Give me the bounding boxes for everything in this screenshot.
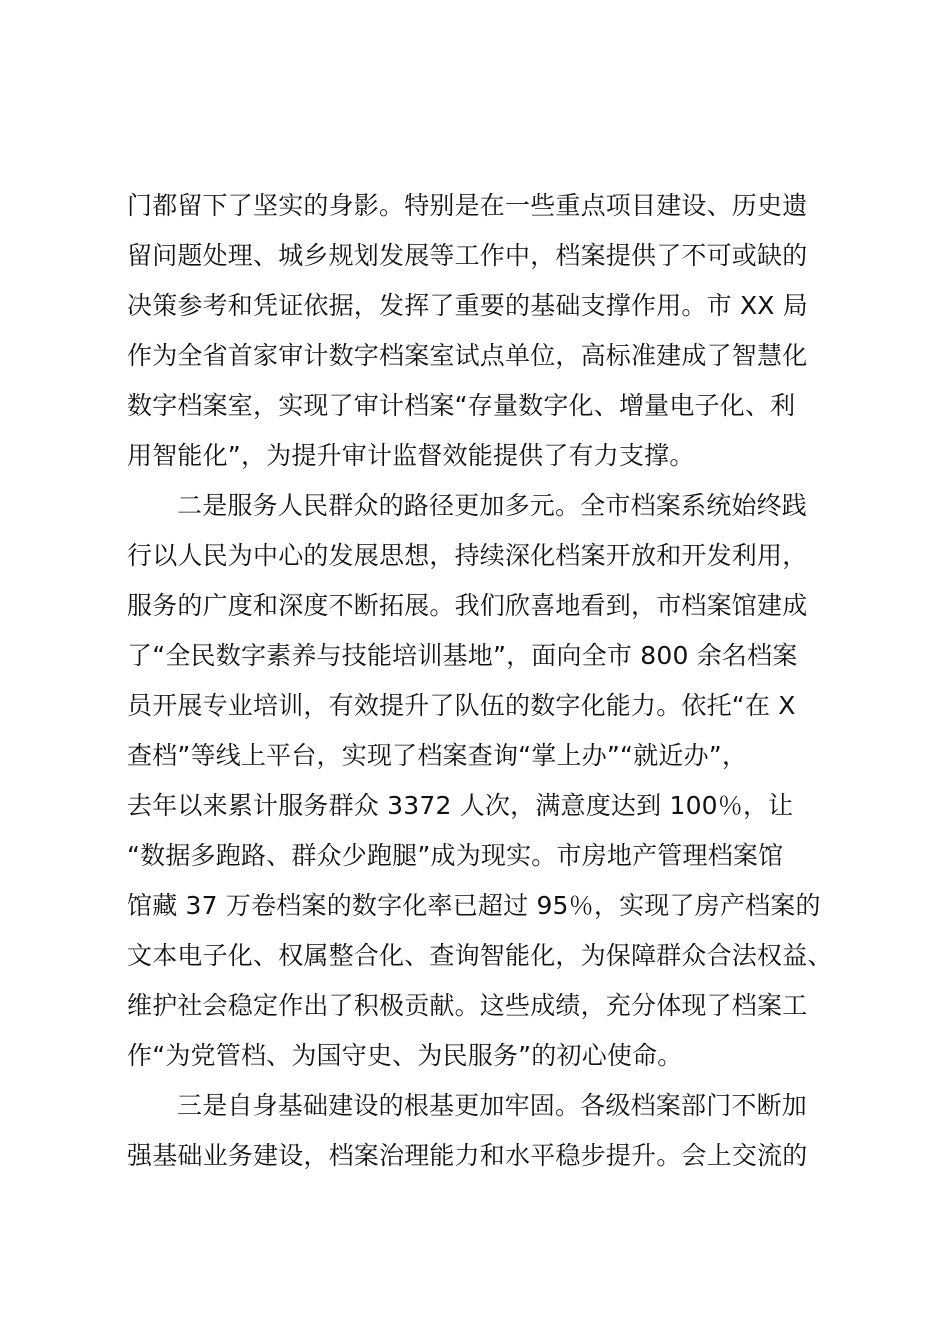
text-line: 门都留下了坚实的身影。特别是在一些重点项目建设、历史遗 — [127, 191, 808, 220]
text-line: 作“为党管档、为国守史、为民服务”的初心使命。 — [127, 1041, 683, 1070]
text-line: 留问题处理、城乡规划发展等工作中，档案提供了不可或缺的 — [127, 241, 808, 270]
text-line: 馆藏 37 万卷档案的数字化率已超过 95％，实现了房产档案的 — [127, 891, 821, 920]
text-line: 了“全民数字素养与技能培训基地”，面向全市 800 余名档案 — [127, 641, 798, 670]
text-line: 查档”等线上平台，实现了档案查询“掌上办”“就近办”， — [127, 741, 748, 770]
paragraph-heading-line: 三是自身基础建设的根基更加牢固。各级档案部门不断加 — [177, 1091, 808, 1120]
text-line: 行以人民为中心的发展思想，持续深化档案开放和开发利用， — [127, 541, 808, 570]
text-line: 员开展专业培训，有效提升了队伍的数字化能力。依托“在 X — [127, 691, 796, 720]
text-line: 去年以来累计服务群众 3372 人次，满意度达到 100％，让 — [127, 791, 794, 820]
text-line: 强基础业务建设，档案治理能力和水平稳步提升。会上交流的 — [127, 1141, 808, 1170]
text-line: “数据多跑路、群众少跑腿”成为现实。市房地产管理档案馆 — [127, 841, 784, 870]
text-line: 文本电子化、权属整合化、查询智能化，为保障群众合法权益、 — [127, 941, 833, 970]
text-line: 决策参考和凭证依据，发挥了重要的基础支撑作用。市 XX 局 — [127, 291, 808, 320]
paragraph-heading-line: 二是服务人民群众的路径更加多元。全市档案系统始终践 — [177, 491, 808, 520]
text-line: 作为全省首家审计数字档案室试点单位，高标准建成了智慧化 — [127, 341, 808, 370]
text-line: 数字档案室，实现了审计档案“存量数字化、增量电子化、利 — [127, 391, 796, 420]
text-line: 用智能化”，为提升审计监督效能提供了有力支撑。 — [127, 441, 695, 470]
text-line: 服务的广度和深度不断拓展。我们欣喜地看到，市档案馆建成 — [127, 591, 808, 620]
text-line: 维护社会稳定作出了积极贡献。这些成绩，充分体现了档案工 — [127, 991, 808, 1020]
